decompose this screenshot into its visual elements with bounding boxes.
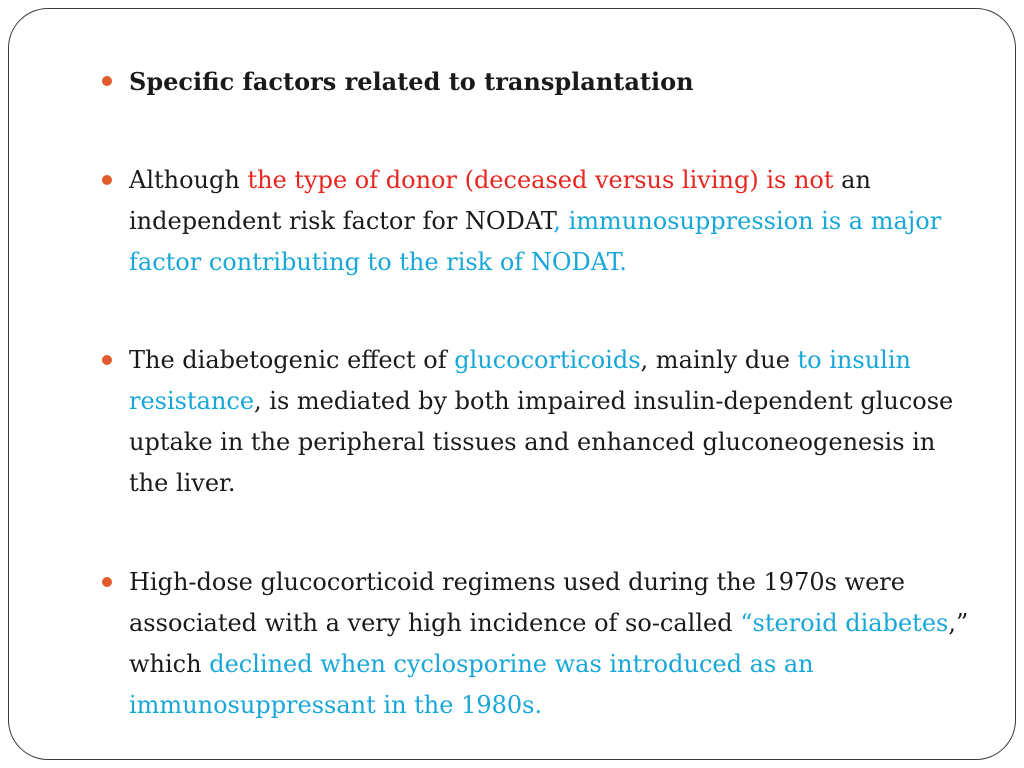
bullet-marker-3 <box>102 355 112 365</box>
text-segment: , mainly due <box>640 346 798 374</box>
text-segment: Although <box>129 166 248 194</box>
bullet-paragraph-donor <box>129 160 969 283</box>
text-segment: ,” which <box>129 609 969 678</box>
text-segment: High-dose glucocorticoid regimens used during the 1970s were associated with a very high incidence of so-called <box>129 568 905 637</box>
highlight-cyan-glucocorticoids: glucocorticoids <box>454 346 641 374</box>
highlight-cyan-immunosuppression: , immunosuppression is a major factor contributing to the risk of NODAT. <box>129 207 942 276</box>
highlight-cyan-insulin-resistance: to insulin resistance <box>129 346 911 415</box>
highlight-cyan-cyclosporine: declined when cyclosporine was introduced as an immunosuppressant in the 1980s. <box>129 650 814 719</box>
slide-heading <box>129 61 969 102</box>
text-segment: , is mediated by both impaired insulin-dependent glucose uptake in the peripheral tissues and enhanced gluconeogenesis in the liver. <box>129 387 954 497</box>
bullet-paragraph-glucocorticoids <box>129 340 969 504</box>
text-segment: The diabetogenic effect of <box>129 346 455 374</box>
bullet-marker-1 <box>102 76 112 86</box>
bullet-marker-4 <box>102 577 112 587</box>
bullet-paragraph-steroid-diabetes <box>129 562 969 726</box>
heading-text: Specific factors related to transplantation <box>129 67 694 96</box>
highlight-cyan-steroid-diabetes: “steroid diabetes <box>740 609 949 637</box>
bullet-marker-2 <box>102 175 112 185</box>
text-segment: an independent risk factor for NODAT <box>129 166 871 235</box>
highlight-red-donor-type: the type of donor (deceased versus living) is not <box>247 166 834 194</box>
